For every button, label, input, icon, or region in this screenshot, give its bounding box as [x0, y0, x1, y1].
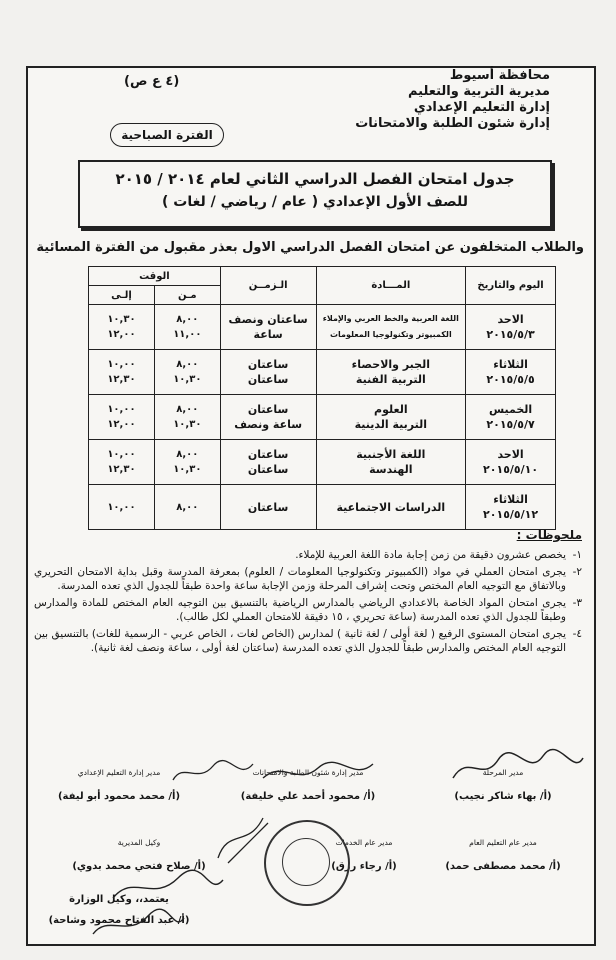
time-to-cell [89, 305, 155, 350]
header-subject: المـــادة [316, 267, 466, 305]
header-duration: الـزمــن [220, 267, 316, 305]
time-from-cell-line: ٨,٠٠ [176, 314, 199, 325]
note-item [34, 627, 582, 656]
subject-cell-line: اللغة العربية والخط العربي والإملاء [322, 314, 459, 323]
signature-name: (أ/ بهاء شاكر نجيب) [454, 791, 552, 802]
duration-cell-line: ساعتان [247, 358, 289, 371]
subject-cell [316, 350, 466, 395]
schedule-row [89, 485, 556, 530]
duration-cell [220, 350, 316, 395]
duration-cell [220, 305, 316, 350]
note-text: يجرى امتحان المستوى الرفيع ( لغة أولى / لغة ثانية ) لمدارس (الخاص لغات ، الخاص عربي - الرسمية للغات) بالتنسيق بين التوجيه العام المختص والمدارس طبقاً للجدول الذي تعده المدرسة (ساعتان لغة أولى ، ساعة ونصف لغة ثانية). [34, 627, 566, 654]
document-code: (٤ ع ص) [124, 74, 180, 89]
header-time: الوقت [89, 267, 221, 286]
notes-title: ملحوظات : [516, 528, 582, 542]
time-from-cell [154, 440, 220, 485]
time-from-cell [154, 395, 220, 440]
time-from-cell-line: ٨,٠٠ [176, 449, 199, 460]
time-to-cell-line: ١٠,٠٠ [107, 449, 136, 460]
header-line: إدارة التعليم الإعدادي [413, 100, 550, 115]
day-date-cell-line: الثلاثاء [493, 358, 528, 371]
subject-cell [316, 440, 466, 485]
time-to-cell-line: ١٢,٣٠ [107, 374, 136, 385]
header-from: مـن [154, 286, 220, 305]
subject-cell-line: الهندسة [369, 463, 413, 476]
duration-cell-line: ساعة [253, 328, 283, 341]
handwritten-signature [168, 758, 258, 788]
issuing-authority [355, 68, 550, 132]
time-from-cell [154, 485, 220, 530]
schedule-row [89, 350, 556, 395]
signature-name: (أ/ محمود أحمد علي خليفة) [240, 791, 376, 802]
note-item [34, 548, 582, 563]
day-date-cell-line: الخميس [488, 403, 533, 416]
subject-cell-line: التربية الفنية [355, 373, 426, 386]
subject-cell [316, 305, 466, 350]
day-date-cell-line: ٢٠١٥/٥/١٢ [483, 508, 539, 521]
signature-role: وكيل المديرية [117, 838, 161, 847]
subject-cell-line: الدراسات الاجتماعية [336, 500, 446, 514]
header-day-date: اليوم والتاريخ [466, 267, 556, 305]
subject-cell [316, 395, 466, 440]
approval-label: يعتمد،، وكيل الوزارة [69, 894, 169, 905]
time-from-cell [154, 305, 220, 350]
note-number: ٢- [572, 565, 582, 578]
note-number: ٣- [572, 596, 582, 609]
document-page [26, 66, 596, 946]
notes-list [34, 548, 582, 658]
time-to-cell-line: ١٠,٠٠ [107, 501, 136, 513]
day-date-cell-line: الثلاثاء [493, 493, 528, 506]
day-date-cell-line: ٢٠١٥/٥/٣ [486, 328, 535, 341]
signature-name: (أ/ رجاء رزق) [331, 861, 397, 872]
exam-schedule-table [88, 266, 556, 530]
header-line: إدارة شئون الطلبة والامتحانات [355, 116, 550, 131]
note-item [34, 596, 582, 625]
day-date-cell [466, 305, 556, 350]
time-to-cell-line: ١٢,٣٠ [107, 464, 136, 475]
duration-cell [220, 485, 316, 530]
subject-cell-line: العلوم [374, 403, 408, 416]
note-text: يجرى امتحان العملي في مواد (الكمبيوتر وتكنولوجيا المعلومات / العلوم) بمعرفة المدرسة وقبل بداية الامتحان التحريري وبالاتفاق مع التوجيه العام المختص وتحت إشراف المرحلة وزمن الإجابة ساعة واحدة طبقاً للجدول الذي تعده المدرسة. [34, 565, 566, 592]
time-from-cell-line: ١١,٠٠ [173, 329, 202, 340]
handwritten-signature [448, 748, 588, 788]
handwritten-signature [108, 868, 228, 908]
note-item [34, 565, 582, 594]
day-date-cell-line: ٢٠١٥/٥/١٠ [483, 463, 539, 476]
duration-cell [220, 395, 316, 440]
duration-cell-line: ساعتان [247, 500, 289, 514]
schedule-row [89, 305, 556, 350]
day-date-cell-line: ٢٠١٥/٥/٥ [486, 373, 535, 386]
day-date-cell-line: الاحد [497, 313, 524, 326]
signature-name: (أ/ صلاح فتحي محمد بدوي) [72, 861, 206, 872]
note-text: يجرى امتحان المواد الخاصة بالاعدادي الرياضي بالمدارس الرياضية بالتنسيق بين التوجيه العام المختص للمادة والمدارس وطبقاً للجدول الذي تعده المدرسة (ساعة تحريري ، ١٥ دقيقة للامتحان العملي لكل طالب). [34, 596, 566, 623]
time-to-cell-line: ١٢,٠٠ [107, 329, 136, 340]
signature-name: (أ/ محمد مصطفى حمد) [445, 861, 561, 872]
header-line: مديرية التربية والتعليم [407, 84, 550, 99]
subject-cell-line: الكمبيوتر وتكنولوجيا المعلومات [329, 330, 452, 339]
day-date-cell [466, 350, 556, 395]
time-to-cell [89, 350, 155, 395]
signature-role: مدير إدارة التعليم الإعدادي [77, 768, 161, 777]
time-to-cell-line: ١٠,٠٠ [107, 359, 136, 370]
duration-cell-line: ساعتان ونصف [228, 313, 308, 326]
signature-role: مدير المرحلة [482, 768, 524, 777]
time-to-cell [89, 395, 155, 440]
day-date-cell-line: الاحد [497, 448, 524, 461]
day-date-cell [466, 485, 556, 530]
subject-cell-line: التربية الدينية [354, 418, 428, 431]
time-from-cell [154, 350, 220, 395]
handwritten-signature [258, 758, 378, 788]
minister-name: (أ/ عبد الفتاح محمود وشاحة) [48, 915, 190, 926]
day-date-cell [466, 395, 556, 440]
time-from-cell-line: ١٠,٣٠ [173, 374, 202, 385]
signature-role: مدير عام الخدمات [335, 838, 393, 847]
handwritten-signature [88, 908, 188, 942]
signature-block [44, 838, 234, 872]
time-from-cell-line: ٨,٠٠ [176, 359, 199, 370]
duration-cell-line: ساعتان [247, 448, 289, 461]
schedule-row [89, 440, 556, 485]
header-to: إلـى [89, 286, 155, 305]
signature-name: (أ/ محمد محمود أبو ليفة) [57, 791, 181, 802]
time-from-cell-line: ١٠,٣٠ [173, 419, 202, 430]
title-box [78, 160, 552, 228]
header-line: محافظة أسيوط [449, 68, 550, 83]
page-title: جدول امتحان الفصل الدراسي الثاني لعام ٢٠١٤ / ٢٠١٥ [115, 170, 515, 188]
day-date-cell [466, 440, 556, 485]
duration-cell-line: ساعتان [247, 373, 289, 386]
signature-block [418, 838, 588, 872]
subject-cell [316, 485, 466, 530]
duration-cell-line: ساعتان [247, 463, 289, 476]
note-number: ١- [572, 549, 582, 561]
absentees-note: والطلاب المتخلفون عن امتحان الفصل الدراسي الاول بعذر مقبول من الفترة المسائية [36, 240, 584, 255]
time-to-cell-line: ١٢,٠٠ [107, 419, 136, 430]
note-text: يخصص عشرون دقيقة من زمن إجابة مادة اللغة العربية للإملاء. [295, 549, 566, 561]
time-to-cell-line: ١٠,٠٠ [107, 404, 136, 415]
duration-cell-line: ساعة ونصف [234, 418, 303, 431]
subject-cell-line: الجبر والاحصاء [351, 358, 430, 371]
time-to-cell [89, 440, 155, 485]
duration-cell [220, 440, 316, 485]
day-date-cell-line: ٢٠١٥/٥/٧ [486, 418, 535, 431]
subject-cell-line: اللغة الأجنبية [356, 448, 426, 461]
time-from-cell-line: ٨,٠٠ [176, 404, 199, 415]
signature-role: مدير إدارة شئون الطلبة والامتحانات [252, 768, 364, 777]
time-to-cell [89, 485, 155, 530]
schedule-row [89, 395, 556, 440]
duration-cell-line: ساعتان [247, 403, 289, 416]
signature-role: مدير عام التعليم العام [469, 838, 537, 847]
handwritten-signature [208, 808, 278, 868]
period-badge: الفترة الصباحية [110, 123, 224, 147]
page-subtitle: للصف الأول الإعدادي ( عام / رياضي / لغات ) [162, 194, 468, 210]
time-from-cell-line: ٨,٠٠ [176, 501, 199, 513]
time-from-cell-line: ١٠,٣٠ [173, 464, 202, 475]
time-to-cell-line: ١٠,٣٠ [107, 314, 136, 325]
note-number: ٤- [572, 627, 582, 640]
